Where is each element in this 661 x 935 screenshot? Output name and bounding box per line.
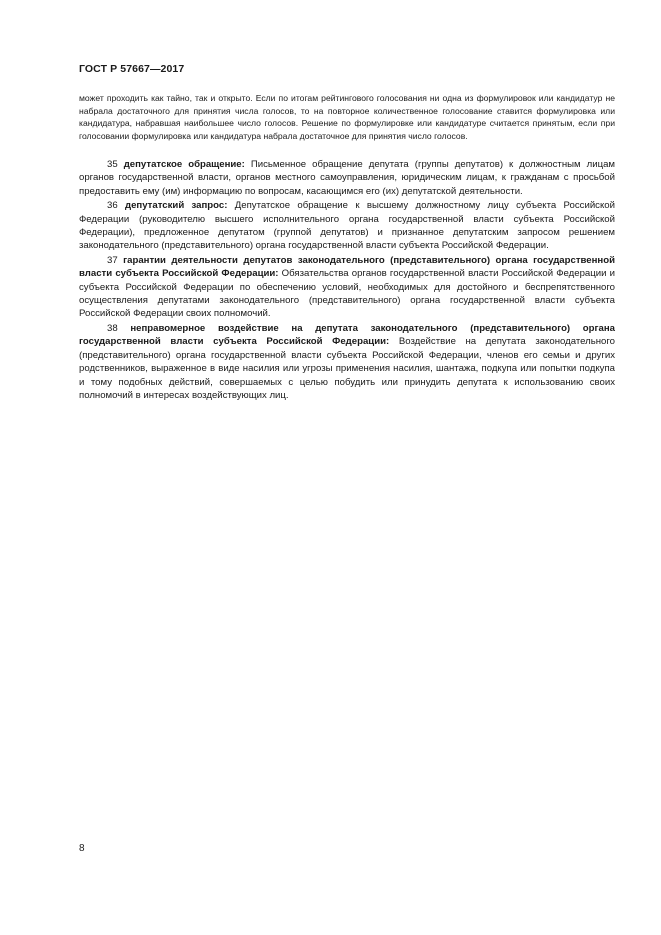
- entry-number: 36: [107, 200, 118, 212]
- entry-text: Депутатское обращение к высшему должностному лицу субъекта Российской Федерации (руководителю высшего исполнительного органа государственной власти субъекта Российской Федерации), предложенное депутатом (группой депутатов) и признанное депутатским запросом решением законодательного (представительного) органа государственной власти субъекта Российской Федерации.: [79, 200, 615, 252]
- definitions-list: [79, 158, 615, 403]
- entry-term: неправомерное воздействие на депутата законодательного (представительного) органа государственной власти субъекта Российской Федерации:: [79, 322, 615, 348]
- definition-entry-38: [79, 322, 615, 402]
- entry-term: депутатский запрос:: [125, 200, 228, 212]
- continued-note-text: может проходить как тайно, так и открыто. Если по итогам рейтингового голосования ни одна из формулировок или кандидатур не набрала достаточного для принятия числа голосов, то на повторное количественное голосование ставится формулировка или кандидатура, набравшая наибольшее число голосов. Решение по формулировке или кандидатуре считается принятым, если при голосовании формулировка или кандидатура набрала достаточное для принятия число голосов.: [79, 93, 615, 141]
- entry-text: Обязательства органов государственной власти Российской Федерации и субъекта Российской Федерации по обеспечению условий, необходимых для достойного и беспрепятственного осуществления депутатами законодательного (представительного) органа государственной власти субъекта Российской Федерации своих полномочий.: [79, 268, 616, 320]
- definition-entry-37: [79, 254, 615, 321]
- page-number: 8: [79, 843, 85, 854]
- entry-text: Воздействие на депутата законодательного (представительного) органа государственной власти субъекта Российской Федерации, членов его семьи и других родственников, выраженное в виде насилия или угрозы применения насилия, шантажа, подкупа или попытки подкупа и тому подобных действий, совершаемых с целью побудить или принудить депутата к использованию своих полномочий в интересах воздействующих лиц.: [79, 336, 616, 401]
- entry-number: 38: [107, 322, 118, 334]
- entry-number: 37: [107, 254, 118, 266]
- entry-term: гарантии деятельности депутатов законодательного (представительного) органа государственной власти субъекта Российской Федерации:: [79, 254, 615, 280]
- definition-entry-36: [79, 199, 615, 253]
- entry-text: Письменное обращение депутата (группы депутатов) к должностным лицам органов государственной власти, органов местного самоуправления, юридическим лицам, к гражданам с просьбой предоставить ему (им) информацию по вопросам, касающимся его (их) депутатской деятельности.: [79, 159, 616, 197]
- entry-term: депутатское обращение:: [123, 159, 245, 170]
- definition-entry-35: [79, 158, 615, 198]
- standard-header: ГОСТ Р 57667—2017: [79, 63, 185, 75]
- entry-number: 35: [107, 159, 118, 170]
